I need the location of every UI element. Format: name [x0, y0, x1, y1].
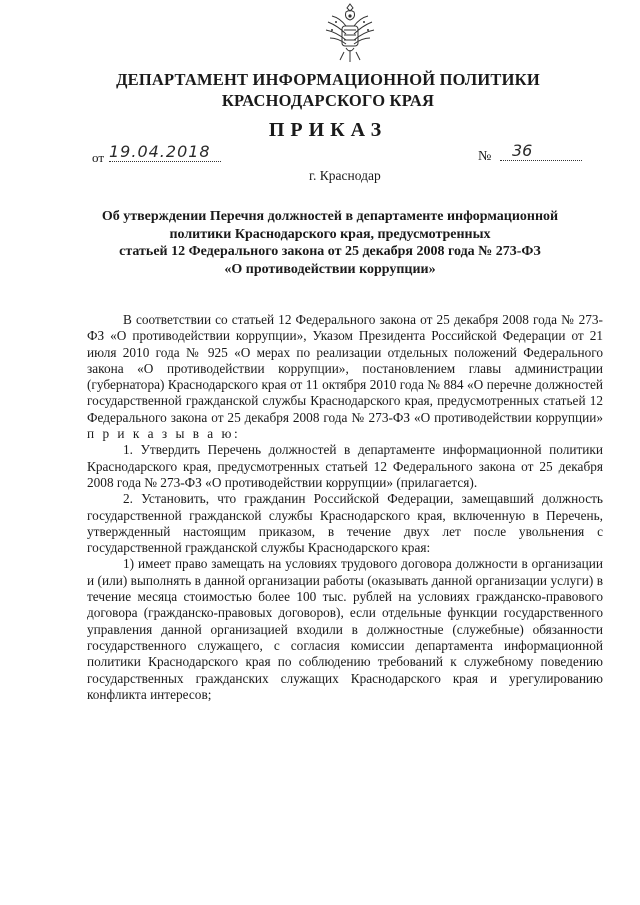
handwritten-number: 36 — [500, 141, 582, 161]
document-body — [87, 312, 603, 703]
date-label: от — [92, 150, 105, 165]
handwritten-date: 19.04.2018 — [109, 142, 221, 162]
item-2-paragraph: 2. Установить, что гражданин Российской Федерации, замещавший должность государственной гражданской службы Краснодарского края, включенную в Перечень, утвержденный настоящим приказом, в течение двух лет после увольнения с государственной гражданской службы Краснодарского края: — [87, 491, 603, 556]
title-line: статьей 12 Федерального закона от 25 декабря 2008 года № 273-ФЗ — [119, 244, 541, 259]
number-label: № — [478, 149, 492, 164]
department-name-line1: ДЕПАРТАМЕНТ ИНФОРМАЦИОННОЙ ПОЛИТИКИ — [116, 70, 540, 89]
item-2-1-paragraph: 1) имеет право замещать на условиях трудового договора должности в организации и (или) выполнять в данной организации работы (оказывать данной организации услуги) в течение месяца стоимостью более 100 тыс. рублей на условиях гражданско-правового договора (гражданско-правовых договоров), если отдельные функции государственного управления данной организацией входили в должностные (служебные) обязанности государственного служащего, с согласия комиссии департамента информационной политики Краснодарского края по соблюдению требований к служебному поведению государственных гражданских служащих Краснодарского края и урегулированию конфликта интересов; — [87, 556, 603, 702]
title-line: Об утверждении Перечня должностей в департаменте информационной — [101, 209, 559, 224]
city-label: г. Краснодар — [309, 168, 381, 183]
order-word: п р и к а з ы в а ю — [87, 426, 234, 442]
document-title — [80, 208, 580, 278]
intro-text: В соответствии со статьей 12 Федерального закона от 25 декабря 2008 года № 273-ФЗ «О противодействии коррупции», Указом Президента Российской Федерации от 21 июля 2010 года № 925 «О мерах по реализации отдельных положений Федерального закона «О противодействии коррупции», постановлением главы администрации (губернатора) Краснодарского края от 11 октября 2010 года № 884 «О перечне должностей государственной гражданской службы Краснодарского края, предусмотренных статьей 12 Федерального закона от 25 декабря 2008 года № 273-ФЗ «О противодействии коррупции» — [87, 312, 603, 425]
department-name-line2: КРАСНОДАРСКОГО КРАЯ — [221, 91, 435, 110]
intro-paragraph: В соответствии со статьей 12 Федерального закона от 25 декабря 2008 года № 273-ФЗ «О противодействии коррупции», Указом Президента Российской Федерации от 21 июля 2010 года № 925 «О мерах по реализации отдельных положений Федерального закона «О противодействии коррупции», постановлением главы администрации (губернатора) Краснодарского края от 11 октября 2010 года № 884 «О перечне должностей государственной гражданской службы Краснодарского края, предусмотренных статьей 12 Федерального закона от 25 декабря 2008 года № 273-ФЗ «О противодействии коррупции» п р и к а з ы в а ю: — [87, 312, 603, 442]
title-line: политики Краснодарского края, предусмотренных — [169, 226, 491, 242]
item-1-paragraph: 1. Утвердить Перечень должностей в департаменте информационной политики Краснодарского края, предусмотренных статьей 12 Федерального закона от 25 декабря 2008 года № 273-ФЗ «О противодействии коррупции» (прилагается). — [87, 442, 603, 490]
coat-of-arms-emblem — [322, 0, 378, 66]
title-line: «О противодействии коррупции» — [224, 261, 436, 277]
document-type-heading: ПРИКАЗ — [268, 119, 388, 141]
